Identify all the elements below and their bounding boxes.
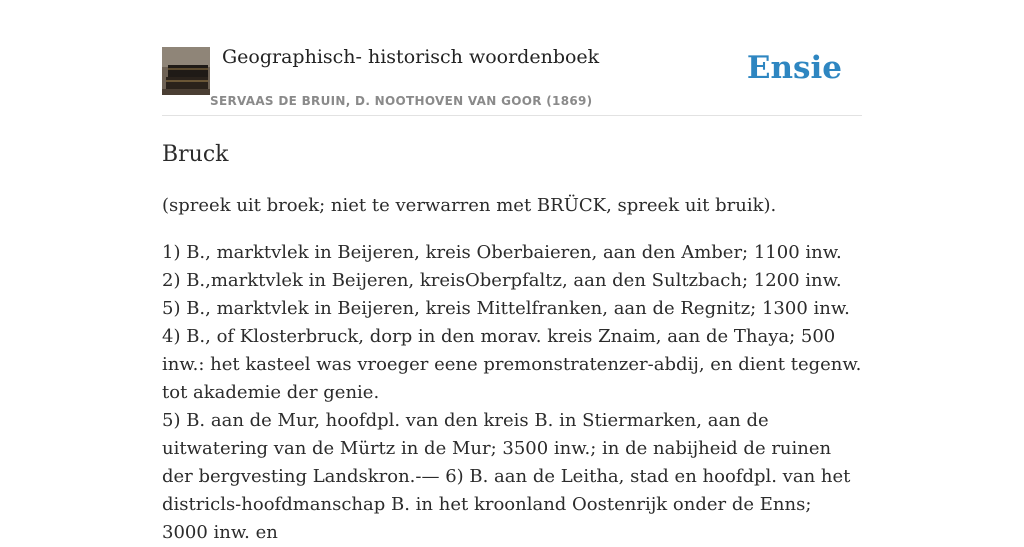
- book-authors: SERVAAS DE BRUIN, D. NOOTHOVEN VAN GOOR (1869): [210, 94, 593, 108]
- entry-title: Bruck: [162, 142, 229, 167]
- entry-line-3: 5) B., marktvlek in Beijeren, kreis Mittelfranken, aan de Regnitz; 1300 inw.: [162, 298, 850, 319]
- book-title[interactable]: Geographisch- historisch woordenboek: [222, 46, 600, 68]
- entry-line-4: 4) B., of Klosterbruck, dorp in den morav. kreis Znaim, aan de Thaya; 500 inw.: het kasteel was vroeger eene premonstratenzer-abdij, en dient tegenw. tot akademie der genie.: [162, 326, 862, 403]
- ensie-logo-link[interactable]: Ensie: [746, 50, 842, 86]
- book-cover-icon: [162, 47, 210, 95]
- book-cover-avatar[interactable]: [162, 47, 210, 95]
- entry-line-1: 1) B., marktvlek in Beijeren, kreis Oberbaieren, aan den Amber; 1100 inw.: [162, 242, 842, 263]
- entry-intro: (spreek uit broek; niet te verwarren met BRÜCK, spreek uit bruik).: [162, 195, 777, 216]
- entry-content: [162, 140, 862, 547]
- entry-body: [162, 239, 862, 547]
- entry-line-5: 5) B. aan de Mur, hoofdpl. van den kreis B. in Stiermarken, aan de uitwatering van de Mürtz in de Mur; 3500 inw.; in de nabijheid de ruinen der bergvesting Landskron.-— 6) B. aan de Leitha, stad en hoofdpl. van het districls-hoofdmanschap B. in het kroonland Oostenrijk onder de Enns; 3000 inw. en: [162, 410, 851, 543]
- header: [162, 40, 862, 116]
- entry-line-2: 2) B.,marktvlek in Beijeren, kreisOberpfaltz, aan den Sultzbach; 1200 inw.: [162, 270, 842, 291]
